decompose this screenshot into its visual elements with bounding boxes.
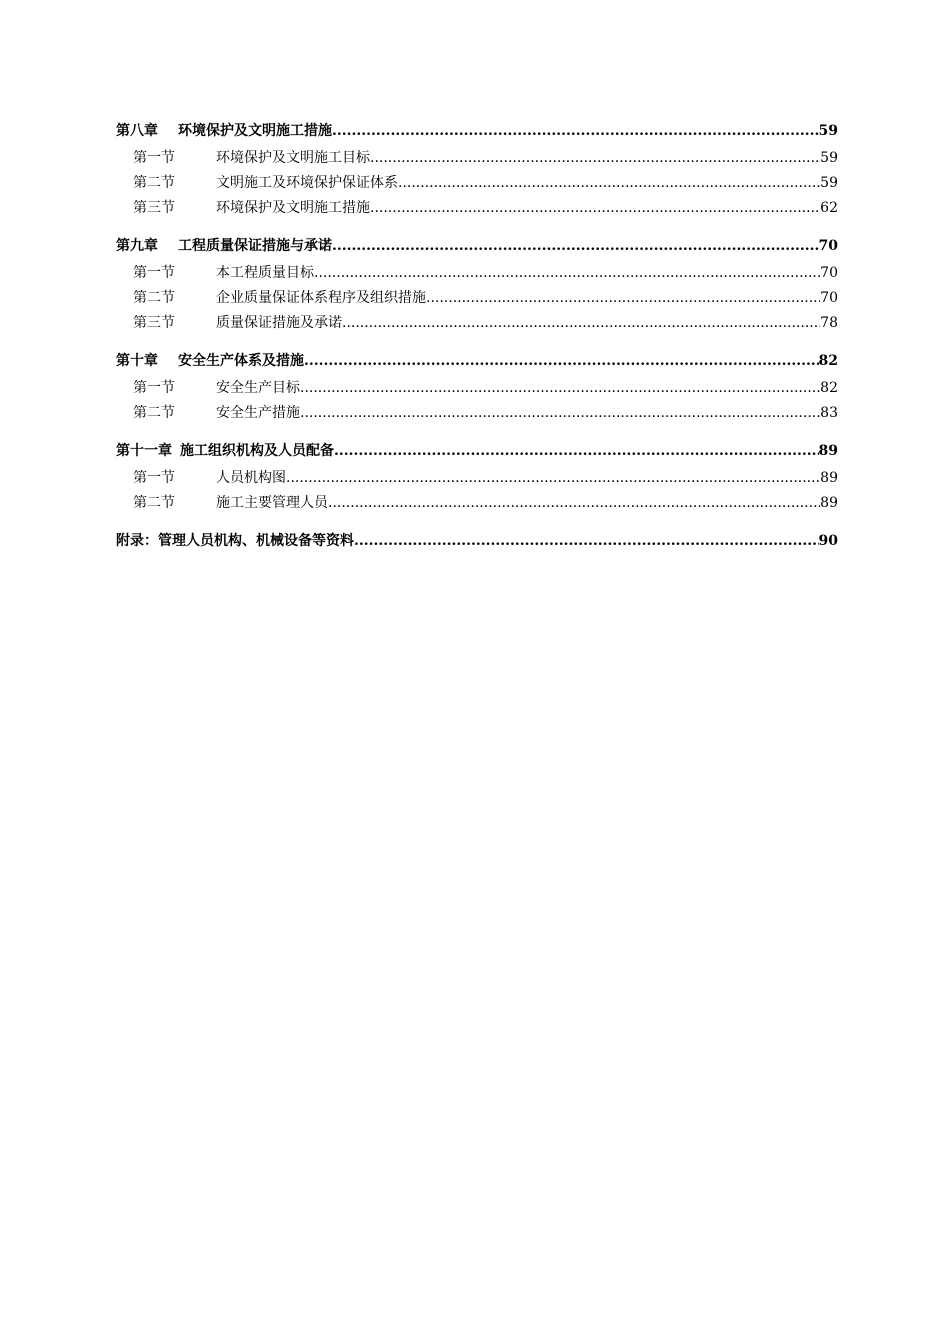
toc-section-10-1[interactable] <box>116 376 838 401</box>
page-number: 89 <box>820 495 838 511</box>
toc-chapter-11[interactable] <box>116 441 838 461</box>
toc-section-11-2[interactable] <box>116 491 838 516</box>
section-title: 人员机构图 <box>216 470 286 486</box>
section-title: 文明施工及环境保护保证体系 <box>216 175 398 191</box>
page-number: 89 <box>818 443 838 459</box>
chapter-number: 第十章 <box>116 353 158 369</box>
dot-leader <box>334 441 819 461</box>
page-number: 59 <box>820 150 838 166</box>
section-number: 第一节 <box>133 150 175 166</box>
toc-section-8-2[interactable] <box>116 171 838 196</box>
page-number: 78 <box>820 315 838 331</box>
dot-leader <box>300 376 820 401</box>
page-number: 70 <box>820 290 838 306</box>
dot-leader <box>370 146 820 171</box>
dot-leader <box>354 531 819 551</box>
page-number: 70 <box>818 238 838 254</box>
section-title: 施工主要管理人员 <box>216 495 328 511</box>
section-number: 第二节 <box>133 495 175 511</box>
page-number: 83 <box>820 405 838 421</box>
chapter-title: 安全生产体系及措施 <box>178 353 304 369</box>
toc-chapter-10[interactable] <box>116 351 838 371</box>
toc-section-8-1[interactable] <box>116 146 838 171</box>
dot-leader <box>426 286 820 311</box>
chapter-title: 施工组织机构及人员配备 <box>180 443 334 459</box>
toc-section-9-3[interactable] <box>116 311 838 336</box>
section-number: 第三节 <box>133 315 175 331</box>
dot-leader <box>398 171 820 196</box>
toc-section-8-3[interactable] <box>116 196 838 221</box>
dot-leader <box>328 491 820 516</box>
chapter-number: 第十一章 <box>116 443 172 459</box>
section-number: 第二节 <box>133 290 175 306</box>
dot-leader <box>332 121 819 141</box>
section-number: 第二节 <box>133 175 175 191</box>
page-number: 82 <box>820 380 838 396</box>
dot-leader <box>370 196 820 221</box>
toc-chapter-8[interactable] <box>116 121 838 141</box>
section-title: 质量保证措施及承诺 <box>216 315 342 331</box>
page-number: 59 <box>820 175 838 191</box>
toc-chapter-9[interactable] <box>116 236 838 256</box>
section-title: 环境保护及文明施工目标 <box>216 150 370 166</box>
section-title: 安全生产目标 <box>216 380 300 396</box>
toc-appendix[interactable] <box>116 531 838 551</box>
chapter-number: 第九章 <box>116 238 158 254</box>
section-number: 第三节 <box>133 200 175 216</box>
page-number: 59 <box>818 123 838 139</box>
section-number: 第二节 <box>133 405 175 421</box>
page-number: 90 <box>818 533 838 549</box>
toc-section-10-2[interactable] <box>116 401 838 426</box>
section-title: 本工程质量目标 <box>216 265 314 281</box>
dot-leader <box>342 311 820 336</box>
page-number: 89 <box>820 470 838 486</box>
chapter-title: 环境保护及文明施工措施 <box>178 123 332 139</box>
toc-section-9-2[interactable] <box>116 286 838 311</box>
section-title: 企业质量保证体系程序及组织措施 <box>216 290 426 306</box>
page-number: 62 <box>820 200 838 216</box>
dot-leader <box>286 466 820 491</box>
table-of-contents <box>116 121 838 556</box>
chapter-title: 工程质量保证措施与承诺 <box>178 238 332 254</box>
page-number: 70 <box>820 265 838 281</box>
dot-leader <box>332 236 819 256</box>
section-number: 第一节 <box>133 470 175 486</box>
dot-leader <box>314 261 820 286</box>
toc-section-9-1[interactable] <box>116 261 838 286</box>
section-title: 安全生产措施 <box>216 405 300 421</box>
section-number: 第一节 <box>133 380 175 396</box>
section-title: 环境保护及文明施工措施 <box>216 200 370 216</box>
toc-section-11-1[interactable] <box>116 466 838 491</box>
page-number: 82 <box>818 353 838 369</box>
dot-leader <box>300 401 820 426</box>
dot-leader <box>304 351 819 371</box>
section-number: 第一节 <box>133 265 175 281</box>
appendix-title: 附录：管理人员机构、机械设备等资料 <box>116 533 354 549</box>
chapter-number: 第八章 <box>116 123 158 139</box>
